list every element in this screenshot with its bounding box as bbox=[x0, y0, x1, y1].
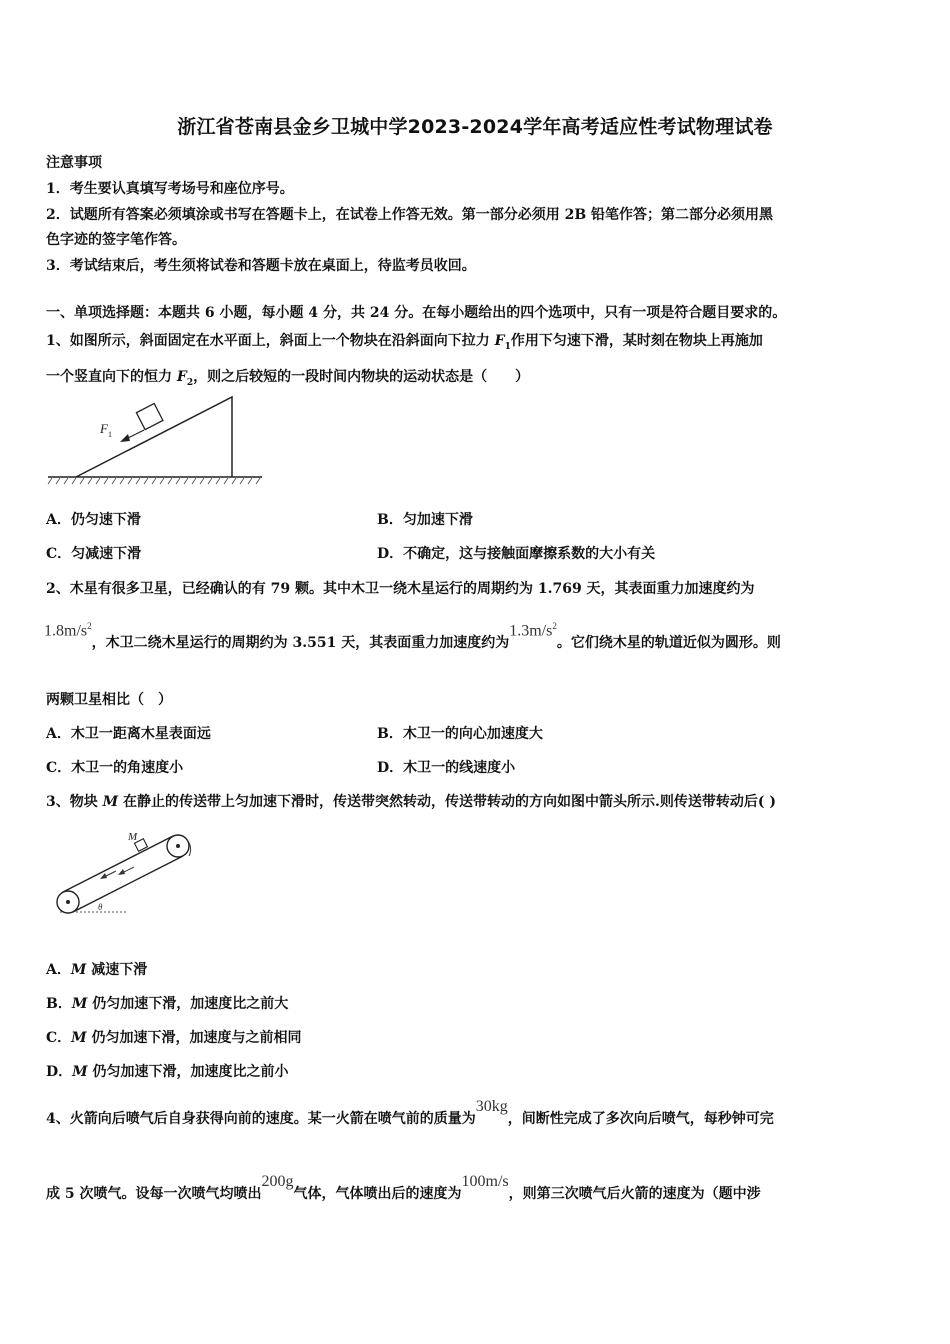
ground-hatch bbox=[48, 478, 260, 484]
q3-option-a[interactable] bbox=[46, 959, 147, 979]
q1-f1: F bbox=[494, 333, 505, 349]
q3-option-a-text: 减速下滑 bbox=[86, 962, 148, 978]
q1-f1-sub: 1 bbox=[504, 341, 511, 352]
q2-option-b[interactable]: B．木卫一的向心加速度大 bbox=[377, 726, 543, 742]
q2-value-2 bbox=[509, 621, 557, 640]
q3-conveyor-figure bbox=[46, 822, 216, 922]
q2-value-1-text: 1.8m/s bbox=[44, 622, 88, 639]
q3-m: M bbox=[102, 794, 119, 810]
q3-option-c-m: M bbox=[71, 1030, 87, 1046]
q3-text-a: 3、物块 bbox=[46, 794, 103, 810]
q2-line-3: 两颗卫星相比（ ） bbox=[46, 692, 172, 708]
q4-text-c: 成 5 次喷气。设每一次喷气均喷出 bbox=[46, 1186, 262, 1202]
q3-option-c-letter: C． bbox=[46, 1030, 72, 1046]
notice-item-1: 1．考生要认真填写考场号和座位序号。 bbox=[46, 181, 294, 197]
q2-line-1: 2、木星有很多卫星，已经确认的有 79 颗。其中木卫一绕木星运行的周期约为 1.769 天，其表面重力加速度约为 bbox=[46, 581, 755, 597]
q2-option-a[interactable]: A．木卫一距离木星表面远 bbox=[46, 726, 211, 742]
q1-option-d[interactable]: D．不确定，这与接触面摩擦系数的大小有关 bbox=[377, 546, 656, 562]
q4-mass: 30kg bbox=[475, 1098, 508, 1115]
q1-f2: F bbox=[176, 369, 187, 385]
q1-text-a: 1、如图所示，斜面固定在水平面上，斜面上一个物块在沿斜面向下拉力 bbox=[46, 333, 495, 349]
notice-item-2-cont: 色字迹的签字笔作答。 bbox=[46, 232, 186, 248]
page-title: 浙江省苍南县金乡卫城中学2023-2024学年高考适应性考试物理试卷 bbox=[177, 116, 773, 138]
f1-label: F bbox=[100, 421, 108, 436]
q3-option-b[interactable] bbox=[46, 993, 288, 1013]
q1-incline-figure bbox=[44, 392, 269, 487]
q4-line-1 bbox=[46, 1098, 774, 1128]
q2-line-2 bbox=[44, 620, 781, 652]
q1-text-d: ，则之后较短的一段时间内物块的运动状态是（ ） bbox=[193, 369, 530, 385]
q4-text-b: ，间断性完成了多次向后喷气，每秒钟可完 bbox=[507, 1111, 774, 1127]
section-heading: 一、单项选择题：本题共 6 小题，每小题 4 分，共 24 分。在每小题给出的四个选项中，只有一项是符合题目要求的。 bbox=[46, 305, 787, 321]
q3-text-b: 在静止的传送带上匀加速下滑时，传送带突然转动，传送带转动的方向如图中箭头所示.则传送带转动后( ) bbox=[118, 794, 776, 810]
m-label: M bbox=[128, 831, 138, 843]
q4-line-2 bbox=[46, 1173, 761, 1203]
q1-line-2 bbox=[46, 366, 529, 388]
q3-option-d-m: M bbox=[72, 1064, 88, 1080]
q2-option-d[interactable]: D．木卫一的线速度小 bbox=[377, 760, 516, 776]
q3-option-a-m: M bbox=[70, 962, 87, 978]
f1-arrowhead bbox=[120, 434, 130, 442]
q4-text-d: 气体，气体喷出后的速度为 bbox=[293, 1186, 462, 1202]
q1-option-c[interactable]: C．匀减速下滑 bbox=[46, 546, 142, 562]
q2-value-1-exp: 2 bbox=[87, 620, 92, 631]
q1-text-b: 作用下匀速下滑，某时刻在物块上再施加 bbox=[510, 333, 763, 349]
q3-option-d-text: 仍匀加速下滑，加速度比之前小 bbox=[87, 1064, 289, 1080]
q4-gas: 200g bbox=[261, 1173, 294, 1190]
belt-top bbox=[63, 836, 173, 892]
q3-option-d[interactable] bbox=[46, 1061, 289, 1081]
q2-value-1 bbox=[44, 621, 92, 640]
q4-text-e: ，则第三次喷气后火箭的速度为（题中涉 bbox=[508, 1186, 761, 1202]
notice-item-3: 3．考试结束后，考生须将试卷和答题卡放在桌面上，待监考员收回。 bbox=[46, 258, 476, 274]
theta-label: θ bbox=[98, 902, 103, 912]
notice-item-2: 2．试题所有答案必须填涂或书写在答题卡上，在试卷上作答无效。第一部分必须用 2B 铅笔作答；第二部分必须用黑 bbox=[46, 207, 774, 223]
q1-line-1 bbox=[46, 330, 763, 352]
q4-text-a: 4、火箭向后喷气后自身获得向前的速度。某一火箭在喷气前的质量为 bbox=[46, 1111, 476, 1127]
q2-text-end: 。它们绕木星的轨道近似为圆形。则 bbox=[556, 635, 781, 651]
q4-speed: 100m/s bbox=[461, 1173, 509, 1190]
q2-value-2-text: 1.3m/s bbox=[509, 622, 553, 639]
q1-option-a[interactable]: A．仍匀速下滑 bbox=[46, 512, 141, 528]
belt-bottom bbox=[73, 856, 183, 912]
q2-option-c[interactable]: C．木卫一的角速度小 bbox=[46, 760, 184, 776]
q3-option-a-letter: A． bbox=[46, 962, 71, 978]
f1-label-sub: 1 bbox=[108, 430, 112, 439]
q3-option-b-text: 仍匀加速下滑，加速度比之前大 bbox=[87, 996, 289, 1012]
notice-heading: 注意事项 bbox=[46, 155, 102, 171]
q3-line-1 bbox=[46, 791, 776, 811]
q3-option-b-m: M bbox=[71, 996, 88, 1012]
q3-option-b-letter: B． bbox=[46, 996, 72, 1012]
block bbox=[136, 404, 162, 430]
q2-text-mid: ，木卫二绕木星运行的周期约为 3.551 天，其表面重力加速度约为 bbox=[91, 635, 510, 651]
q1-option-b[interactable]: B．匀加速下滑 bbox=[377, 512, 473, 528]
q3-option-d-letter: D． bbox=[46, 1064, 73, 1080]
q2-value-2-exp: 2 bbox=[552, 620, 557, 631]
q3-option-c-text: 仍匀加速下滑，加速度与之前相同 bbox=[86, 1030, 302, 1046]
q1-f2-sub: 2 bbox=[186, 377, 194, 388]
q3-option-c[interactable] bbox=[46, 1027, 302, 1047]
q1-text-c: 一个竖直向下的恒力 bbox=[46, 369, 177, 385]
